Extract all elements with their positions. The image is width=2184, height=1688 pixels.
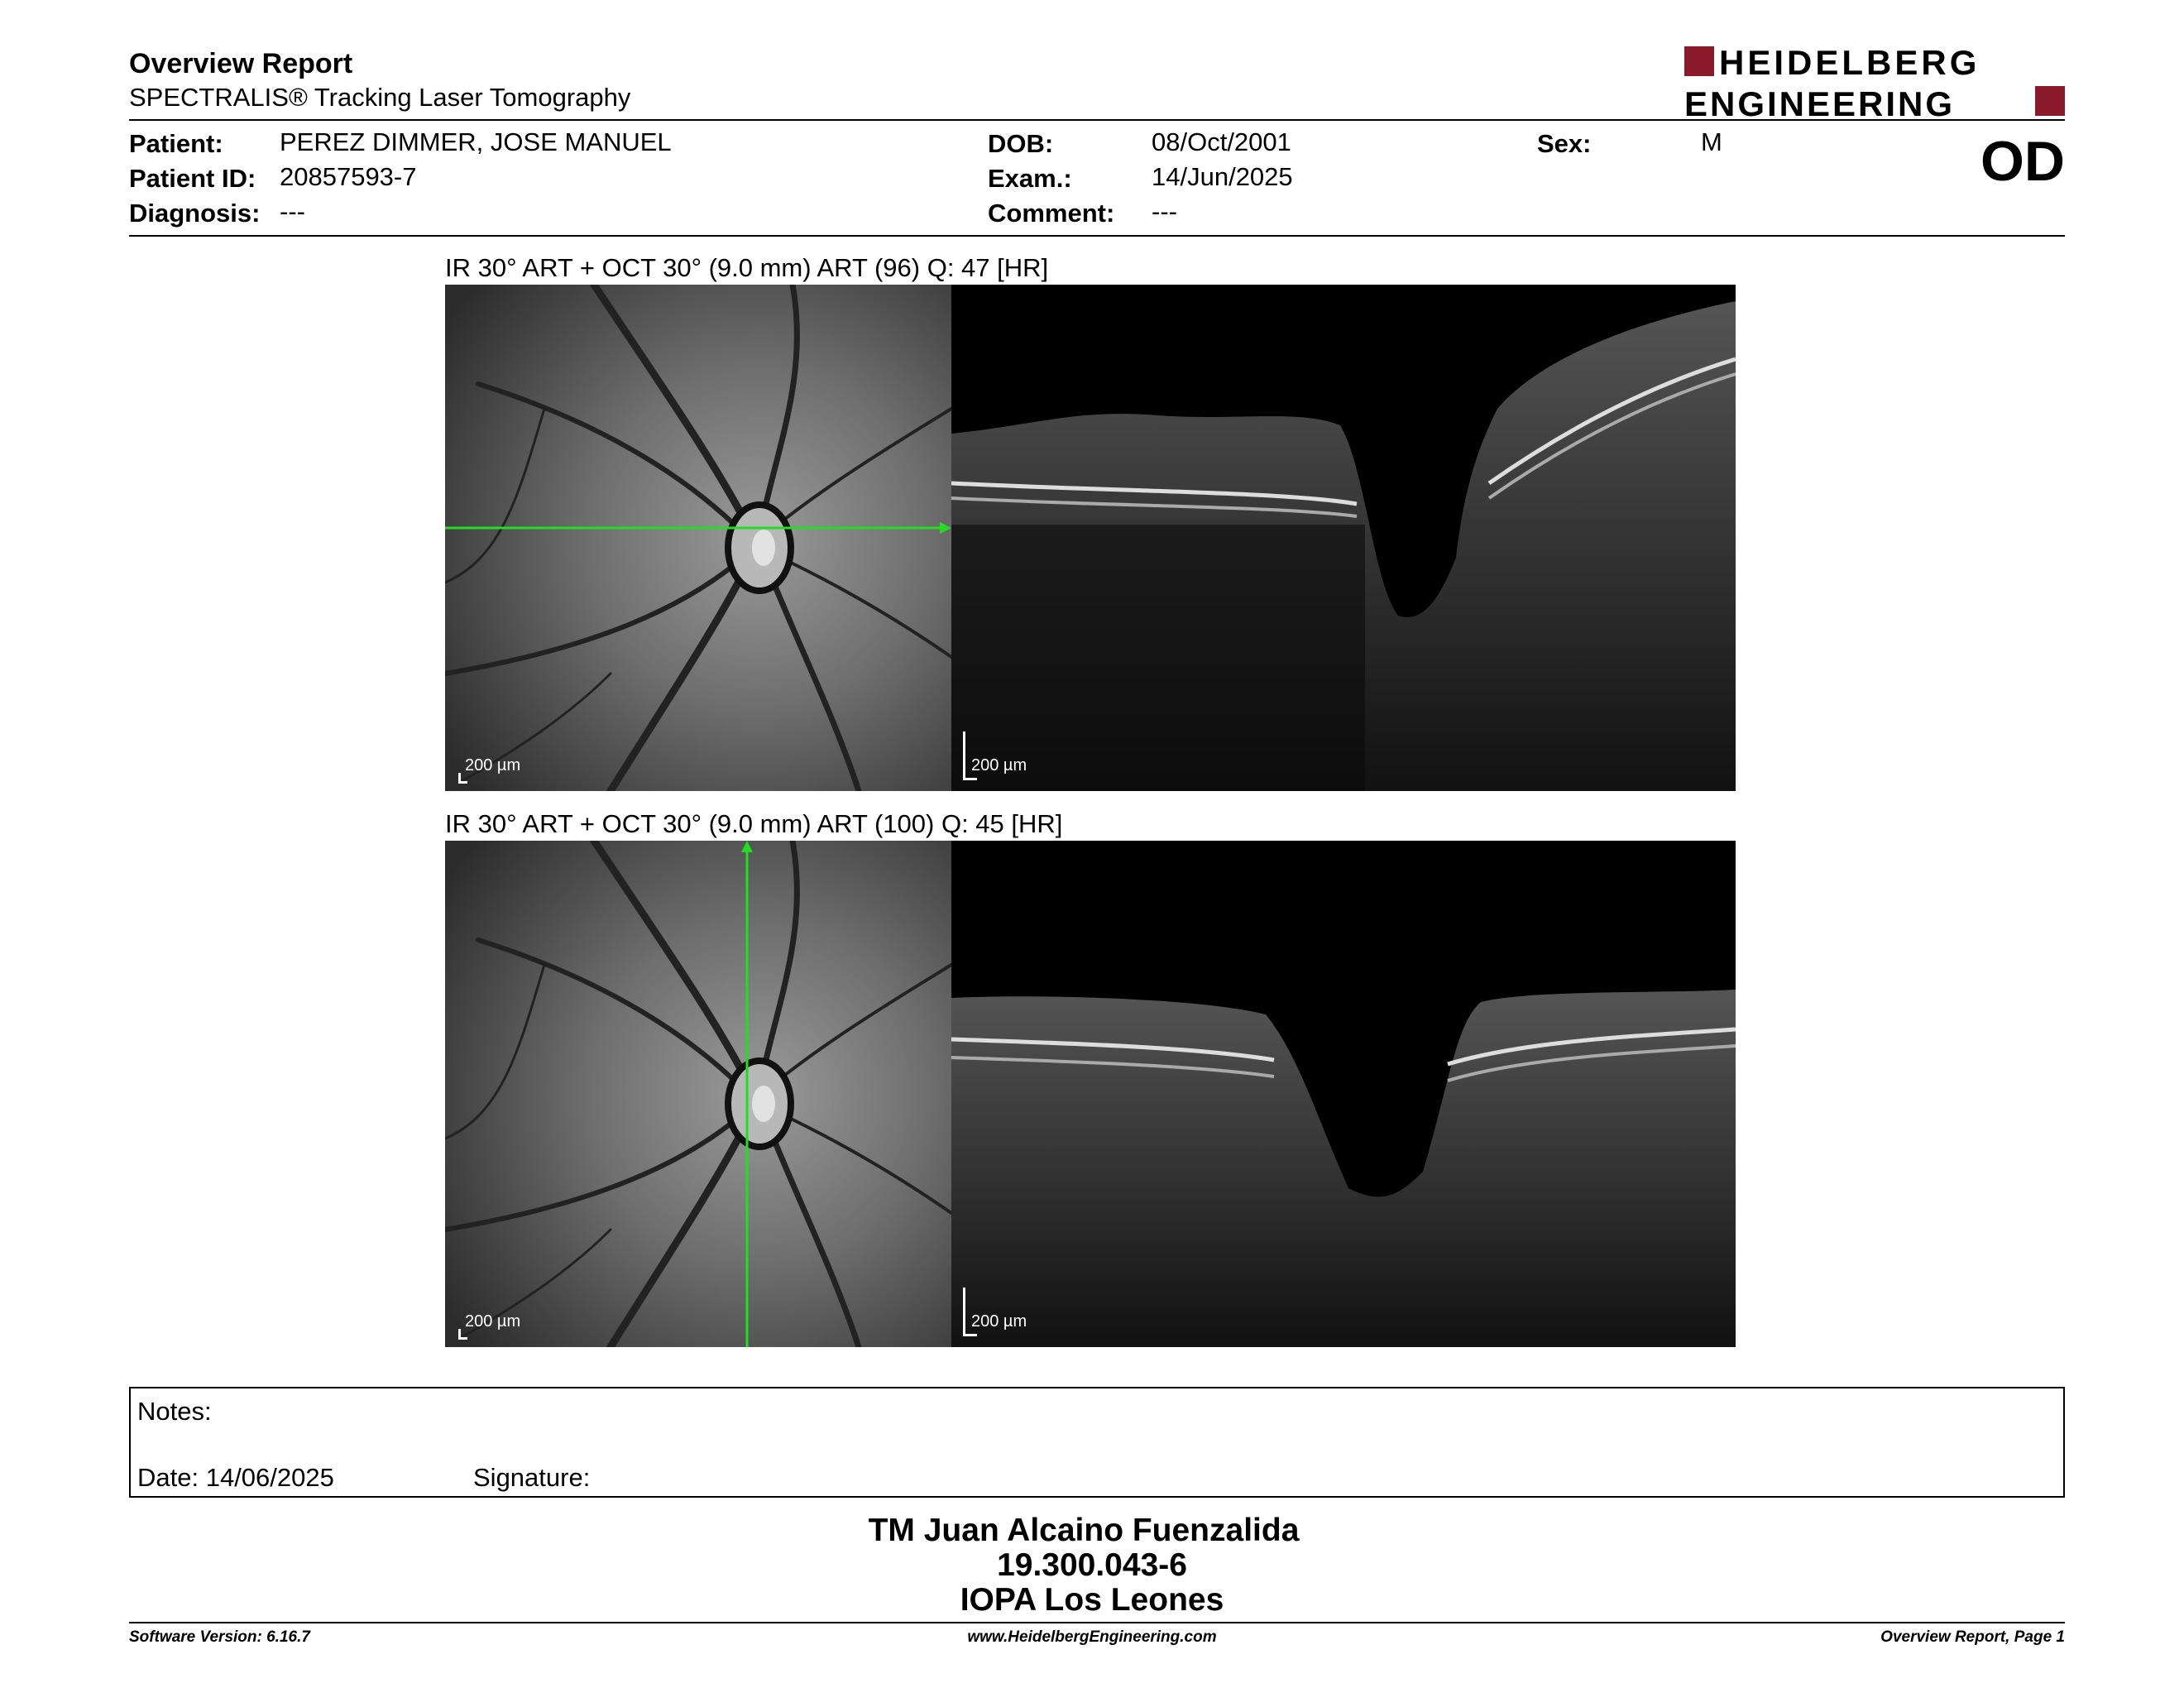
signer-institution: IOPA Los Leones: [960, 1582, 1224, 1618]
logo-line1: HEIDELBERG: [1719, 45, 1980, 82]
diagnosis-value: ---: [280, 197, 305, 226]
sex-label: Sex:: [1537, 129, 1592, 158]
scan1-oct-image[interactable]: [951, 285, 1736, 791]
software-version: Software Version: 6.16.7: [129, 1628, 310, 1646]
patient-id: 20857593-7: [280, 162, 417, 191]
sex-value: M: [1701, 127, 1722, 156]
exam-value: 14/Jun/2025: [1152, 162, 1293, 191]
patient-label: Patient:: [129, 129, 223, 158]
comment-value: ---: [1152, 197, 1177, 226]
report-title: Overview Report: [129, 48, 353, 79]
scan1-ir-scale-label: 200 µm: [465, 756, 521, 774]
signer-id: 19.300.043-6: [997, 1547, 1187, 1583]
eye-indicator: OD: [1980, 130, 2065, 193]
notes-label: Notes:: [137, 1397, 212, 1426]
scan1-caption: IR 30° ART + OCT 30° (9.0 mm) ART (96) Q: 47 [HR]: [445, 253, 1049, 282]
scan2-ir-image[interactable]: [445, 841, 951, 1347]
signer-name: TM Juan Alcaino Fuenzalida: [868, 1513, 1300, 1548]
notes-box: [129, 1387, 2065, 1498]
scan2-ir-scale-label: 200 µm: [465, 1312, 521, 1331]
header-divider: [129, 119, 2065, 121]
notes-date: Date: 14/06/2025: [137, 1463, 334, 1492]
heidelberg-logo: [1684, 45, 2065, 119]
scan2-caption: IR 30° ART + OCT 30° (9.0 mm) ART (100) Q: 45 [HR]: [445, 809, 1063, 838]
patient-name: PEREZ DIMMER, JOSE MANUEL: [280, 127, 672, 156]
signature-label: Signature:: [473, 1463, 591, 1492]
footer-divider: [129, 1622, 2065, 1623]
logo-line2: ENGINEERING: [1684, 84, 1956, 119]
diagnosis-label: Diagnosis:: [129, 199, 261, 228]
comment-label: Comment:: [988, 199, 1115, 228]
scan2-oct-scale-label: 200 µm: [971, 1312, 1027, 1331]
patient-id-label: Patient ID:: [129, 164, 256, 193]
website-link[interactable]: www.HeidelbergEngineering.com: [967, 1628, 1217, 1646]
scan1-ir-image[interactable]: [445, 285, 951, 791]
dob-value: 08/Oct/2001: [1152, 127, 1291, 156]
scan2-oct-image[interactable]: [951, 841, 1736, 1347]
report-subtitle: SPECTRALIS® Tracking Laser Tomography: [129, 83, 631, 112]
patient-divider: [129, 235, 2065, 237]
exam-label: Exam.:: [988, 164, 1072, 193]
scan1-oct-scale-label: 200 µm: [971, 756, 1027, 774]
dob-label: DOB:: [988, 129, 1054, 158]
page-indicator: Overview Report, Page 1: [1880, 1628, 2065, 1646]
